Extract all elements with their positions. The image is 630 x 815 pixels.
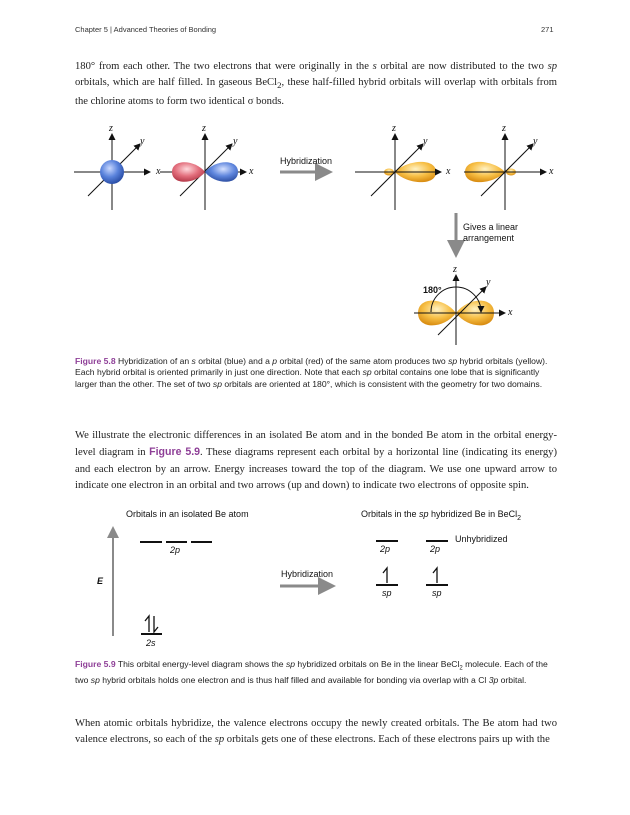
title-hybridized-be: Orbitals in the sp hybridized Be in BeCl$_2$ bbox=[361, 509, 521, 522]
page-number: 271 bbox=[541, 25, 554, 34]
paragraph-energy-diagram: We illustrate the electronic differences in an isolated Be atom and in the bonded Be atom in the orbital energy-level diagram in Figure 5.9. These diagrams represent each orbital by a horizontal line (indicating its energy) and each electron by an arrow. Energy increases toward the top of the diagram. We use one upward arrow to indicate one electron in an orbital and two arrows (up and down) to indicate two electrons of opposite spin. bbox=[75, 430, 558, 492]
sp-electron-arrow-2 bbox=[433, 568, 437, 583]
axis-label-x: x bbox=[156, 166, 161, 177]
axis-label-x: x bbox=[249, 166, 254, 177]
axis-label-y: y bbox=[533, 136, 538, 147]
axis-label-y: y bbox=[140, 136, 145, 147]
axis-label-y: y bbox=[233, 136, 238, 147]
p-orbital-red-lobe bbox=[172, 162, 205, 182]
axis-label-x: x bbox=[549, 166, 554, 177]
paragraph-valence-electrons: When atomic orbitals hybridize, the valence electrons occupy the newly created orbitals. The Be atom had two valence electrons, so each of the sp orbitals gets one of these electrons. Each of these electrons pairs up with the bbox=[75, 718, 557, 746]
axis-label-z: z bbox=[392, 123, 396, 134]
spin-up-arrow bbox=[145, 616, 149, 632]
p-orbital-blue-lobe bbox=[205, 162, 238, 182]
spin-down-arrow bbox=[154, 616, 158, 632]
gives-linear-label-2: arrangement bbox=[463, 233, 515, 243]
s-orbital-blue bbox=[100, 160, 124, 184]
figure-5-8-caption: Figure 5.8 Hybridization of an s orbital (blue) and a p orbital (red) of the same atom produces two sp hybrid orbitals (yellow). Each hybrid orbital is oriented primarily in just one direction. Note that each sp orbital contains one lobe that is significantly larger than the other. The set of two sp orbitals are oriented at 180°, which is consistent with the geometry for two domains. bbox=[75, 356, 548, 389]
axis-label-x: x bbox=[508, 307, 513, 318]
figure-5-9-link[interactable]: Figure 5.9 bbox=[149, 446, 201, 459]
hybridization-label: Hybridization bbox=[280, 156, 333, 166]
gives-linear-label-1: Gives a linear bbox=[463, 222, 519, 232]
axis-label-x: x bbox=[446, 166, 451, 177]
label-sp-2: sp bbox=[432, 588, 442, 598]
title-isolated-be: Orbitals in an isolated Be atom bbox=[126, 509, 249, 519]
sp-electron-arrow-1 bbox=[383, 568, 387, 583]
axis-label-z: z bbox=[453, 264, 457, 275]
angle-180-label: 180° bbox=[423, 285, 442, 295]
label-2p-hyb-2: 2p bbox=[430, 544, 441, 554]
axis-label-z: z bbox=[202, 123, 206, 134]
axis-label-z: z bbox=[502, 123, 506, 134]
label-2s: 2s bbox=[146, 638, 156, 648]
label-2p-hyb-1: 2p bbox=[380, 544, 391, 554]
axis-label-y: y bbox=[423, 136, 428, 147]
axis-label-z: z bbox=[109, 123, 113, 134]
figure-5-9-caption: Figure 5.9 This orbital energy-level diagram shows the sp hybridized orbitals on Be in the linear BeCl$_2$ molecule. Each of the two sp hybrid orbitals holds one electron and is thus half filled and available for bonding via overlap with a Cl 3p orbital. bbox=[75, 659, 548, 686]
axes-s-orbital bbox=[74, 134, 150, 210]
unhybridized-label: Unhybridized bbox=[455, 534, 508, 544]
paragraph-intro: 180° from each other. The two electrons that were originally in the s orbital are now distributed to the two sp orbitals, which are half filled. In gaseous BeCl$_2$, these half-filled hybrid orbitals will overlap with orbitals from the chlorine atoms to form two identical σ bonds. bbox=[75, 61, 557, 107]
label-sp-1: sp bbox=[382, 588, 392, 598]
figure-5-9-graphic bbox=[113, 528, 448, 636]
running-header: Chapter 5 | Advanced Theories of Bonding bbox=[75, 25, 217, 34]
axis-label-y: y bbox=[486, 277, 491, 288]
energy-label: E bbox=[97, 576, 104, 586]
axes-sp-right bbox=[355, 134, 441, 210]
label-2p: 2p bbox=[170, 545, 181, 555]
hybridization-label-2: Hybridization bbox=[281, 569, 334, 579]
